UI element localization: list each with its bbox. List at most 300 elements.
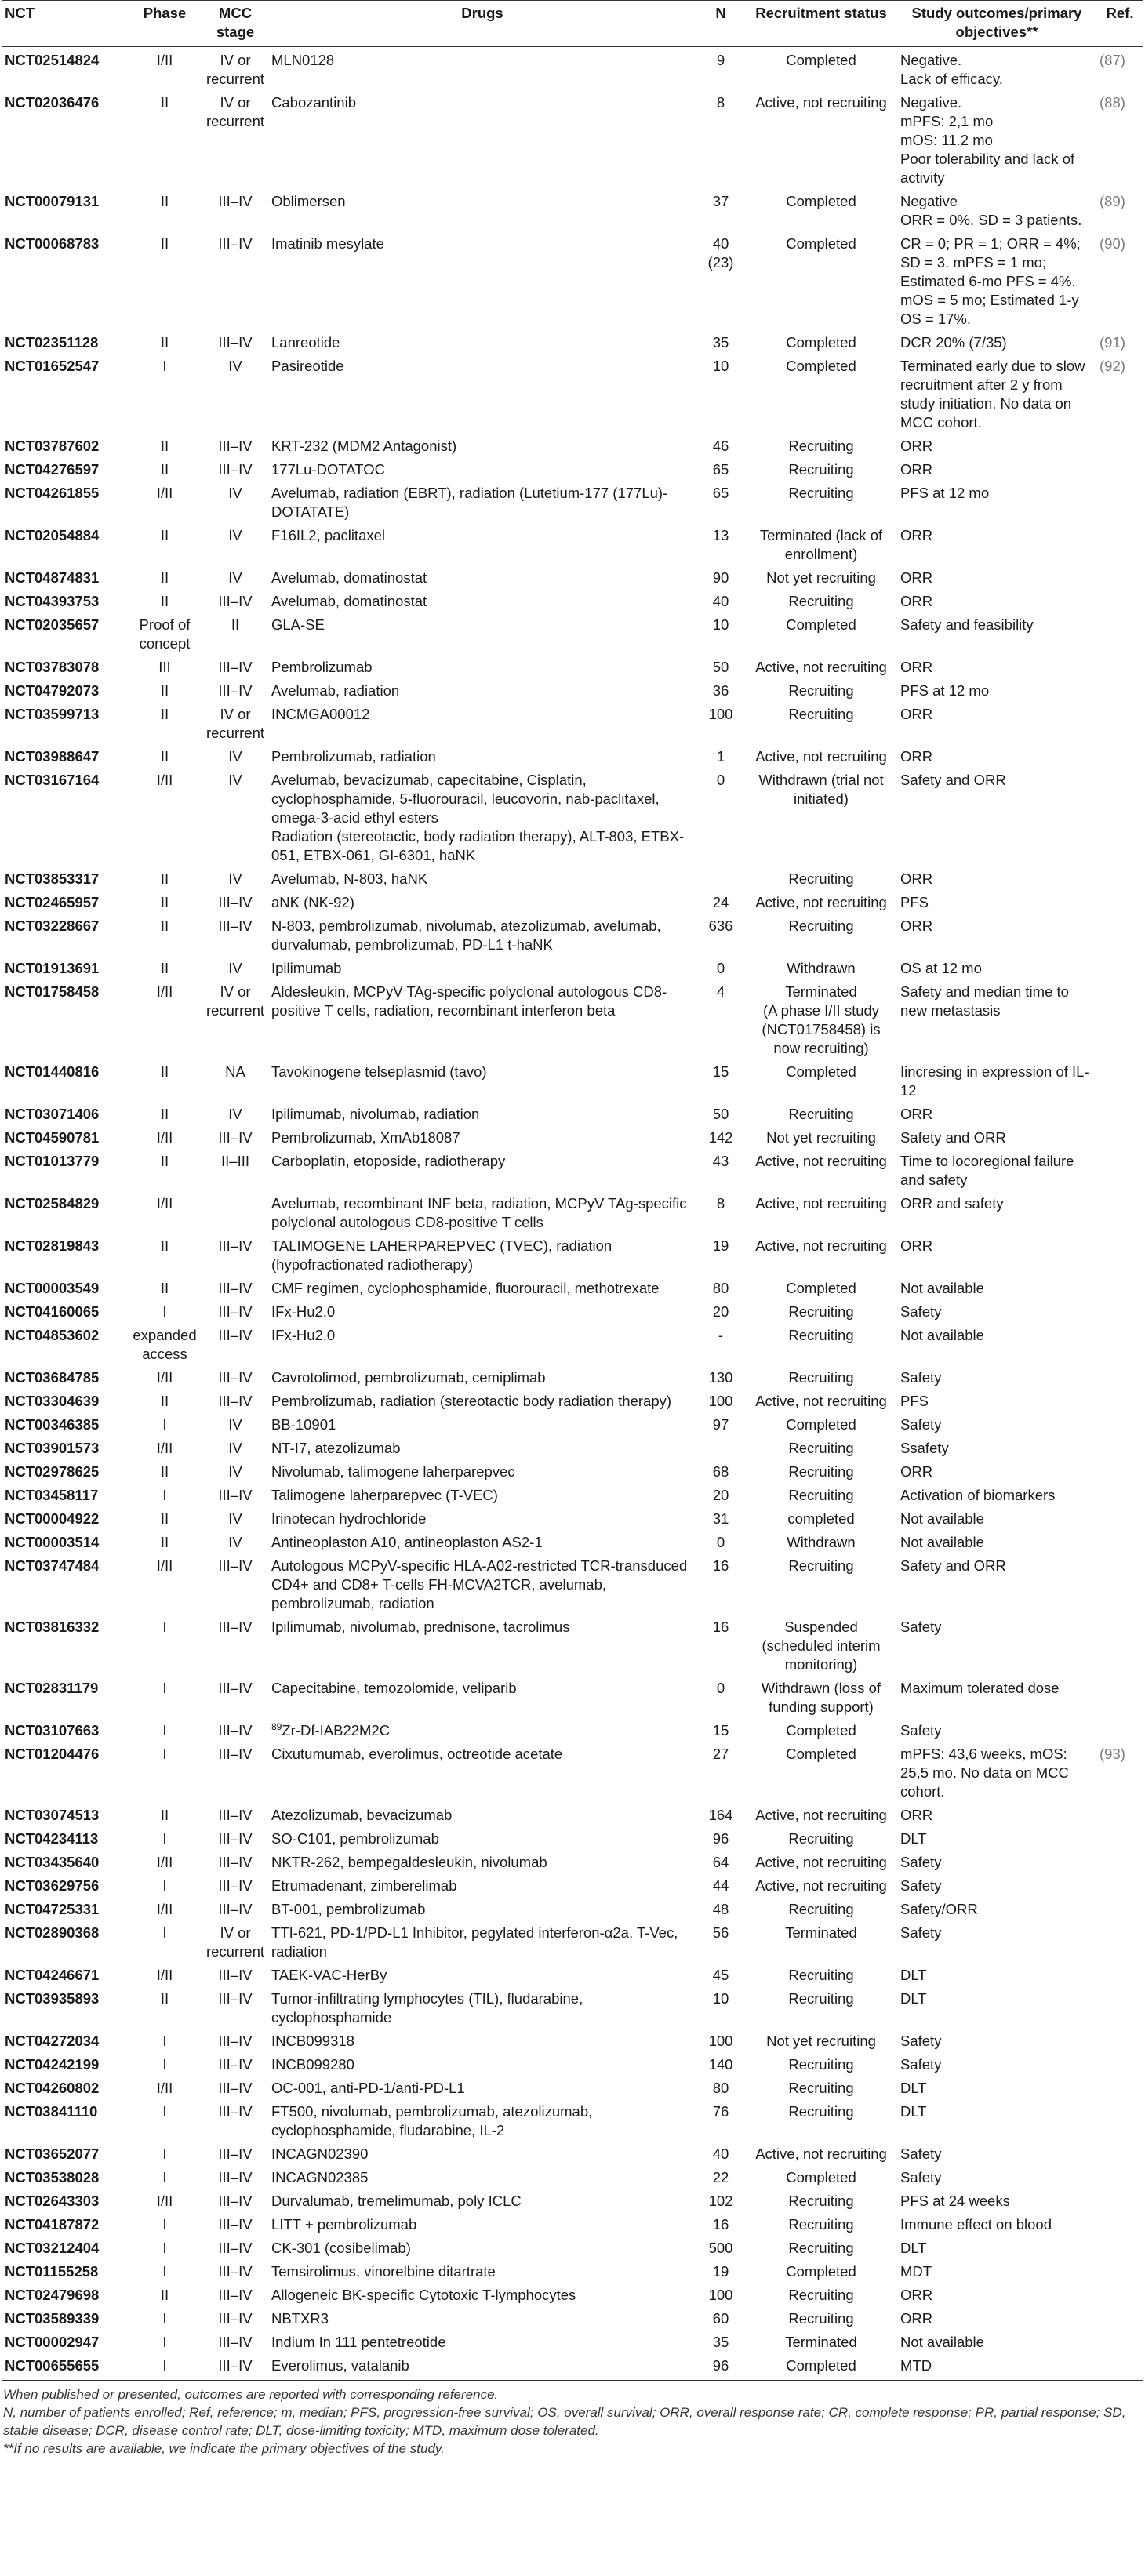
mcc-stage-cell: III–IV (218, 1807, 253, 1823)
outcomes-cell: MTD (897, 2356, 1096, 2381)
mcc-stage-cell: IV (228, 485, 242, 501)
phase-cell: II (160, 438, 169, 454)
drugs-cell: aNK (NK-92) (271, 894, 354, 910)
table-row (2, 1924, 1143, 1966)
mcc-stage-cell: III–IV (218, 461, 253, 478)
nct-cell: NCT04260802 (5, 2080, 100, 2096)
phase-cell: expanded access (133, 1327, 197, 1362)
outcomes-cell: ORR (900, 1463, 933, 1480)
outcomes-cell: PFS at 12 mo (900, 682, 990, 699)
outcomes-cell: Safety and ORR (900, 1129, 1006, 1146)
n-cell: 68 (712, 1463, 729, 1480)
nct-cell: NCT02819843 (5, 1237, 100, 1254)
ref-cell (1096, 658, 1143, 681)
n-cell: 4 (716, 983, 725, 1000)
phase-cell: II (160, 1393, 169, 1409)
recruitment-status-cell: Completed (786, 235, 856, 252)
drugs-cell: N-803, pembrolizumab, nivolumab, atezolizumab, avelumab, durvalumab, pembrolizumab, PD-L1 t-haNK (271, 917, 661, 953)
n-cell: 35 (712, 334, 729, 351)
mcc-stage-cell: IV (228, 1106, 242, 1122)
outcomes-cell: ORR (900, 659, 933, 675)
phase-cell: I/II (156, 1967, 173, 1983)
phase-cell: I (162, 1680, 167, 1696)
outcomes-cell: ORR (900, 1237, 933, 1254)
table-row (2, 1533, 1143, 1557)
drugs-cell: SO-C101, pembrolizumab (271, 1830, 439, 1847)
n-cell: 15 (712, 1722, 729, 1739)
mcc-stage-cell: III–IV (218, 1854, 253, 1870)
table-row (2, 460, 1143, 484)
mcc-stage-cell: III–IV (218, 2056, 253, 2073)
nct-cell: NCT03787602 (5, 438, 100, 454)
ref-cell (1096, 2079, 1143, 2102)
phase-cell: II (160, 706, 169, 722)
ref-cell (1096, 2309, 1143, 2333)
phase-cell: I (162, 2310, 167, 2327)
mcc-stage-cell: III–IV (218, 2080, 253, 2096)
mcc-stage-cell: III–IV (218, 1967, 253, 1983)
outcomes-cell: Immune effect on blood (900, 2216, 1052, 2233)
table-row (2, 1486, 1143, 1510)
outcomes-cell: Negative. Lack of efficacy. (900, 52, 1003, 87)
table-row (2, 1237, 1143, 1279)
recruitment-status-cell: Active, not recruiting (755, 894, 887, 910)
n-cell (696, 1439, 745, 1462)
recruitment-status-cell: Withdrawn (787, 960, 856, 976)
n-cell: 37 (712, 193, 729, 209)
mcc-stage-cell: II (231, 616, 240, 633)
n-cell: 64 (712, 1854, 729, 1870)
outcomes-cell: Safety (900, 1854, 942, 1870)
ref-cell (1096, 1721, 1143, 1745)
drugs-cell: Indium In 111 pentetreotide (271, 2334, 446, 2350)
nct-cell: NCT01913691 (5, 960, 100, 976)
table-row (2, 1900, 1143, 1924)
mcc-stage-cell: NA (225, 1063, 245, 1080)
table-row (2, 747, 1143, 771)
table-row (2, 2192, 1143, 2215)
drugs-cell: IFx-Hu2.0 (271, 1327, 336, 1343)
n-cell: 164 (708, 1807, 733, 1823)
outcomes-cell: Safety (900, 1722, 942, 1739)
nct-cell: NCT00655655 (2, 2356, 127, 2381)
n-cell: 1 (716, 748, 725, 765)
ref-cell (1096, 460, 1143, 484)
ref-cell (1096, 1900, 1143, 1924)
ref-cell (1096, 870, 1143, 893)
recruitment-status-cell: Recruiting (788, 1463, 854, 1480)
n-cell: 100 (708, 1393, 733, 1409)
mcc-stage-cell: IV (228, 1440, 242, 1456)
phase-cell: II (160, 1463, 169, 1480)
table-row (2, 870, 1143, 893)
col-header-phase: Phase (127, 1, 202, 47)
drugs-cell: Allogeneic BK-specific Cytotoxic T-lymphocytes (271, 2287, 576, 2303)
outcomes-cell: Safety (900, 2169, 942, 2185)
nct-cell: NCT02643303 (5, 2193, 100, 2209)
phase-cell: I (162, 1877, 167, 1894)
phase-cell: I/II (156, 52, 173, 68)
n-cell: 76 (712, 2103, 729, 2120)
nct-cell: NCT04590781 (5, 1129, 100, 1146)
ref-cell (1096, 1128, 1143, 1152)
ref-cell (1096, 1877, 1143, 1900)
ref-cell (1096, 1679, 1143, 1721)
ref-cell (1096, 1279, 1143, 1303)
n-cell: 0 (716, 1534, 725, 1550)
recruitment-status-cell: Recruiting (788, 1990, 854, 2007)
phase-cell: I/II (156, 1854, 173, 1870)
mcc-stage-cell: III–IV (218, 917, 253, 934)
recruitment-status-cell: Active, not recruiting (755, 1807, 887, 1823)
phase-cell: II (160, 1990, 169, 2007)
recruitment-status-cell: Completed (786, 193, 856, 209)
recruitment-status-cell: Not yet recruiting (766, 569, 876, 586)
table-row (2, 2356, 1143, 2381)
n-cell: 15 (712, 1063, 729, 1080)
nct-cell: NCT00346385 (5, 1416, 100, 1433)
drugs-cell: Imatinib mesylate (271, 235, 384, 252)
phase-cell: I/II (156, 485, 173, 501)
outcomes-cell: Safety (900, 1303, 942, 1320)
nct-cell: NCT01652547 (5, 358, 100, 374)
drugs-cell: TTI-621, PD-1/PD-L1 Inhibitor, pegylated interferon-α2a, T-Vec, radiation (271, 1924, 678, 1960)
ref-cell (1096, 526, 1143, 569)
recruitment-status-cell: Active, not recruiting (755, 2145, 887, 2162)
nct-cell: NCT03747484 (5, 1557, 100, 1574)
nct-cell: NCT00002947 (5, 2334, 100, 2350)
recruitment-status-cell: Recruiting (788, 917, 854, 934)
table-row (2, 1829, 1143, 1853)
nct-cell: NCT00079131 (5, 193, 100, 209)
outcomes-cell: Safety and ORR (900, 1557, 1006, 1574)
n-cell: 24 (712, 894, 729, 910)
recruitment-status-cell: Completed (745, 2356, 897, 2381)
n-cell: 8 (716, 1195, 725, 1212)
table-row (2, 959, 1143, 983)
nct-cell: NCT04393753 (5, 593, 100, 609)
outcomes-cell: DLT (900, 2103, 927, 2120)
recruitment-status-cell: Not yet recruiting (766, 2033, 876, 2049)
mcc-stage-cell: III–IV (218, 1680, 253, 1696)
mcc-stage-cell: IV (228, 772, 242, 788)
recruitment-status-cell: Recruiting (788, 1440, 854, 1456)
outcomes-cell: OS at 12 mo (900, 960, 982, 976)
phase-cell: II (160, 334, 169, 351)
drugs-cell: BB-10901 (271, 1416, 336, 1433)
nct-cell: NCT03652077 (5, 2145, 100, 2162)
n-cell: 65 (712, 461, 729, 478)
nct-cell: NCT02036476 (5, 94, 100, 111)
drugs-cell: IFx-Hu2.0 (271, 1303, 336, 1320)
nct-cell: NCT03107663 (5, 1722, 100, 1739)
phase-cell: II (160, 917, 169, 934)
n-cell: 65 (712, 485, 729, 501)
recruitment-status-cell: Recruiting (788, 1106, 854, 1122)
phase-cell: I (162, 2169, 167, 2185)
nct-cell: NCT03167164 (5, 772, 100, 788)
table-row (2, 1853, 1143, 1877)
recruitment-status-cell: Recruiting (788, 870, 854, 887)
col-header-mcc-stage: MCC stage (202, 1, 268, 47)
nct-cell: NCT02035657 (5, 616, 100, 633)
drugs-cell: INCB099318 (271, 2033, 354, 2049)
mcc-stage-cell: III–IV (218, 1746, 253, 1762)
phase-cell: I (162, 1416, 167, 1433)
outcomes-cell: PFS (900, 894, 929, 910)
mcc-stage-cell: III–IV (218, 1393, 253, 1409)
mcc-stage-cell: IV or recurrent (205, 706, 265, 741)
nct-cell: NCT01013779 (5, 1153, 100, 1169)
phase-cell: II (160, 1534, 169, 1550)
nct-cell: NCT03816332 (5, 1619, 100, 1635)
mcc-stage-cell: IV (228, 1510, 242, 1527)
table-row (2, 2079, 1143, 2102)
isotope-mass-superscript: 89 (271, 1720, 282, 1732)
phase-cell: I/II (156, 1901, 173, 1917)
phase-cell: II (160, 1106, 169, 1122)
mcc-stage-cell: III–IV (218, 2033, 253, 2049)
n-cell: 140 (708, 2056, 733, 2073)
drugs-cell: Cavrotolimod, pembrolizumab, cemiplimab (271, 1369, 546, 1386)
recruitment-status-cell: Terminated (785, 2334, 857, 2350)
n-cell: 10 (712, 616, 729, 633)
nct-cell: NCT02054884 (5, 527, 100, 543)
recruitment-status-cell: Recruiting (788, 682, 854, 699)
recruitment-status-cell: Completed (786, 1416, 856, 1433)
recruitment-status-cell: Withdrawn (loss of funding support) (761, 1680, 881, 1715)
outcomes-cell: Safety (900, 1877, 942, 1894)
drugs-cell: MLN0128 (271, 52, 335, 68)
outcomes-cell: Time to locoregional failure and safety (900, 1153, 1074, 1188)
recruitment-status-cell: Completed (786, 2263, 856, 2280)
drugs-cell: BT-001, pembrolizumab (271, 1901, 426, 1917)
recruitment-status-cell: Recruiting (788, 1327, 854, 1343)
table-row (2, 1063, 1143, 1105)
recruitment-status-cell: Not yet recruiting (766, 1129, 876, 1146)
mcc-stage-cell: III–IV (218, 438, 253, 454)
recruitment-status-cell: Recruiting (788, 2193, 854, 2209)
table-row (2, 1989, 1143, 2032)
recruitment-status-cell: Withdrawn (787, 1534, 856, 1550)
table-row (2, 2286, 1143, 2309)
table-row (2, 2309, 1143, 2333)
outcomes-cell: Safety and median time to new metastasis (900, 983, 1069, 1019)
nct-cell: NCT03589339 (5, 2310, 100, 2327)
nct-cell: NCT04792073 (5, 682, 100, 699)
ref-cell (1096, 1439, 1143, 1462)
mcc-stage-cell: IV (228, 1463, 242, 1480)
ref-cell (1096, 1924, 1143, 1966)
n-cell: 142 (708, 1129, 733, 1146)
drugs-cell: Oblimersen (271, 193, 346, 209)
mcc-stage-cell: III–IV (218, 1369, 253, 1386)
ref-cell (1096, 1557, 1143, 1618)
ref-cell (1096, 616, 1143, 658)
outcomes-cell: Safety/ORR (900, 1901, 978, 1917)
mcc-stage-cell: III–IV (218, 2103, 253, 2120)
ref-cell (1096, 484, 1143, 526)
n-cell: 31 (712, 1510, 729, 1527)
recruitment-status-cell: Recruiting (788, 593, 854, 609)
table-row (2, 1415, 1143, 1439)
ref-cell (1096, 2145, 1143, 2168)
recruitment-status-cell: Recruiting (788, 1557, 854, 1574)
ref-cell (1096, 1510, 1143, 1533)
outcomes-cell: Safety (900, 1619, 942, 1635)
recruitment-status-cell: Completed (786, 52, 856, 68)
recruitment-status-cell: Completed (786, 616, 856, 633)
phase-cell: I (162, 1303, 167, 1320)
drugs-cell: Tavokinogene telseplasmid (tavo) (271, 1063, 487, 1080)
outcomes-cell: Safety (900, 2033, 942, 2049)
outcomes-cell: Not available (900, 1280, 984, 1296)
n-cell: 0 (716, 1680, 725, 1696)
mcc-stage-cell: IV (228, 748, 242, 765)
ref-cell (1096, 1194, 1143, 1237)
table-row (2, 1439, 1143, 1462)
ref-cell (1096, 1486, 1143, 1510)
nct-cell: NCT03629756 (5, 1877, 100, 1894)
table-row (2, 1194, 1143, 1237)
table-row (2, 437, 1143, 460)
mcc-stage-cell: IV (228, 358, 242, 374)
n-cell: 100 (708, 2287, 733, 2303)
ref-cell (1096, 1063, 1143, 1105)
ref-cell (1096, 2102, 1143, 2145)
drugs-cell: Avelumab, radiation (EBRT), radiation (Lutetium-177 (177Lu)-DOTATATE) (271, 485, 668, 520)
drugs-cell: Lanreotide (271, 334, 340, 351)
nct-cell: NCT02479698 (5, 2287, 100, 2303)
table-row (2, 192, 1143, 234)
recruitment-status-cell: Completed (786, 1280, 856, 1296)
outcomes-cell: Terminated early due to slow recruitment after 2 y from study initiation. No data on MCC cohort. (900, 358, 1085, 431)
recruitment-status-cell: Recruiting (788, 1303, 854, 1320)
phase-cell: II (160, 593, 169, 609)
recruitment-status-cell: Completed (786, 358, 856, 374)
phase-cell: I (127, 2356, 202, 2381)
outcomes-cell: DLT (900, 1967, 927, 1983)
col-header-recruitment-status: Recruitment status (745, 1, 897, 47)
nct-cell: NCT04272034 (5, 2033, 100, 2049)
mcc-stage-cell: III–IV (218, 659, 253, 675)
table-row (2, 93, 1143, 192)
drugs-cell: NBTXR3 (271, 2310, 329, 2327)
recruitment-status-cell: Active, not recruiting (755, 1877, 887, 1894)
footnote-reference-note: When published or presented, outcomes are reported with corresponding reference. (3, 2387, 499, 2402)
outcomes-cell: PFS at 24 weeks (900, 2193, 1010, 2209)
nct-cell: NCT03935893 (5, 1990, 100, 2007)
phase-cell: I (162, 358, 167, 374)
mcc-stage-cell: III–IV (218, 1327, 253, 1343)
outcomes-cell: ORR (900, 748, 933, 765)
recruitment-status-cell: Active, not recruiting (755, 1153, 887, 1169)
table-row (2, 893, 1143, 917)
recruitment-status-cell: Active, not recruiting (755, 1237, 887, 1254)
outcomes-cell: ORR (900, 569, 933, 586)
recruitment-status-cell: Recruiting (788, 485, 854, 501)
phase-cell: II (160, 1510, 169, 1527)
drugs-cell: Pembrolizumab (271, 659, 373, 675)
n-cell: 16 (712, 1557, 729, 1574)
ref-cell (1096, 917, 1143, 959)
table-footnotes (2, 2381, 1143, 2458)
phase-cell: II (160, 2287, 169, 2303)
recruitment-status-cell: Recruiting (788, 2310, 854, 2327)
ref-cell (1096, 592, 1143, 616)
drugs-cell: CMF regimen, cyclophosphamide, fluorouracil, methotrexate (271, 1280, 660, 1296)
mcc-stage-cell: III–IV (218, 894, 253, 910)
phase-cell: I (162, 2263, 167, 2280)
n-cell: 96 (712, 1830, 729, 1847)
recruitment-status-cell: Recruiting (788, 706, 854, 722)
recruitment-status-cell: Completed (786, 1722, 856, 1739)
drugs-cell: Pembrolizumab, radiation (stereotactic body radiation therapy) (271, 1393, 672, 1409)
table-row (2, 1877, 1143, 1900)
recruitment-status-cell: Active, not recruiting (755, 1854, 887, 1870)
drugs-cell: 177Lu-DOTATOC (271, 461, 385, 478)
drugs-cell: Avelumab, bevacizumab, capecitabine, Cisplatin, cyclophosphamide, 5-fluorouracil, leucovorin, nab-paclitaxel, omega-3-acid ethyl esters Radiation (stereotactic, body radiation therapy), ALT-803, ETBX-051, ETBX-061, GI-6301, haNK (271, 772, 685, 863)
n-cell: 9 (716, 52, 725, 68)
table-row (2, 2102, 1143, 2145)
mcc-stage-cell: IV (228, 527, 242, 543)
drugs-cell: Autologous MCPyV-specific HLA-A02-restricted TCR-transduced CD4+ and CD8+ T-cells FH-MCVA2TCR, avelumab, pembrolizumab, radiation (271, 1557, 688, 1611)
phase-cell: II (160, 461, 169, 478)
nct-cell: NCT04276597 (5, 461, 100, 478)
table-row (2, 1966, 1143, 1989)
drugs-cell: INCAGN02390 (271, 2145, 369, 2162)
nct-cell: NCT04261855 (5, 485, 100, 501)
recruitment-status-cell: Completed (786, 1063, 856, 1080)
n-cell: - (718, 1327, 724, 1343)
ref-cell: (91) (1100, 334, 1125, 351)
ref-cell (1096, 2239, 1143, 2262)
drugs-cell: Avelumab, domatinostat (271, 569, 427, 586)
n-cell: 50 (712, 659, 729, 675)
mcc-stage-cell: III–IV (218, 1990, 253, 2007)
phase-cell: I (162, 2145, 167, 2162)
ref-cell (1096, 2215, 1143, 2239)
table-body (2, 47, 1143, 2381)
nct-cell: NCT03458117 (5, 1487, 99, 1503)
recruitment-status-cell: Recruiting (788, 461, 854, 478)
nct-cell: NCT03071406 (5, 1106, 100, 1122)
phase-cell: II (160, 1153, 169, 1169)
phase-cell: I/II (156, 1369, 173, 1386)
recruitment-status-cell: Recruiting (788, 2287, 854, 2303)
mcc-stage-cell: III–IV (218, 2310, 253, 2327)
nct-cell: NCT04160065 (5, 1303, 100, 1320)
recruitment-status-cell: Recruiting (788, 2103, 854, 2120)
outcomes-cell: ORR (900, 706, 933, 722)
n-cell: 96 (696, 2356, 745, 2381)
phase-cell: I (162, 1619, 167, 1635)
mcc-stage-cell: II–III (221, 1153, 249, 1169)
phase-cell: I/II (156, 2193, 173, 2209)
ref-cell (1096, 705, 1143, 747)
mcc-stage-cell: IV (228, 1534, 242, 1550)
nct-cell: NCT02465957 (5, 894, 100, 910)
nct-cell: NCT00003514 (5, 1534, 100, 1550)
phase-cell: II (160, 94, 169, 111)
mcc-stage-cell: III–IV (218, 1129, 253, 1146)
table-row (2, 2333, 1143, 2356)
table-row (2, 771, 1143, 870)
table-row (2, 2239, 1143, 2262)
table-header-row (2, 1, 1143, 47)
nct-cell: NCT04187872 (5, 2216, 100, 2233)
outcomes-cell: Safety and feasibility (900, 616, 1034, 633)
